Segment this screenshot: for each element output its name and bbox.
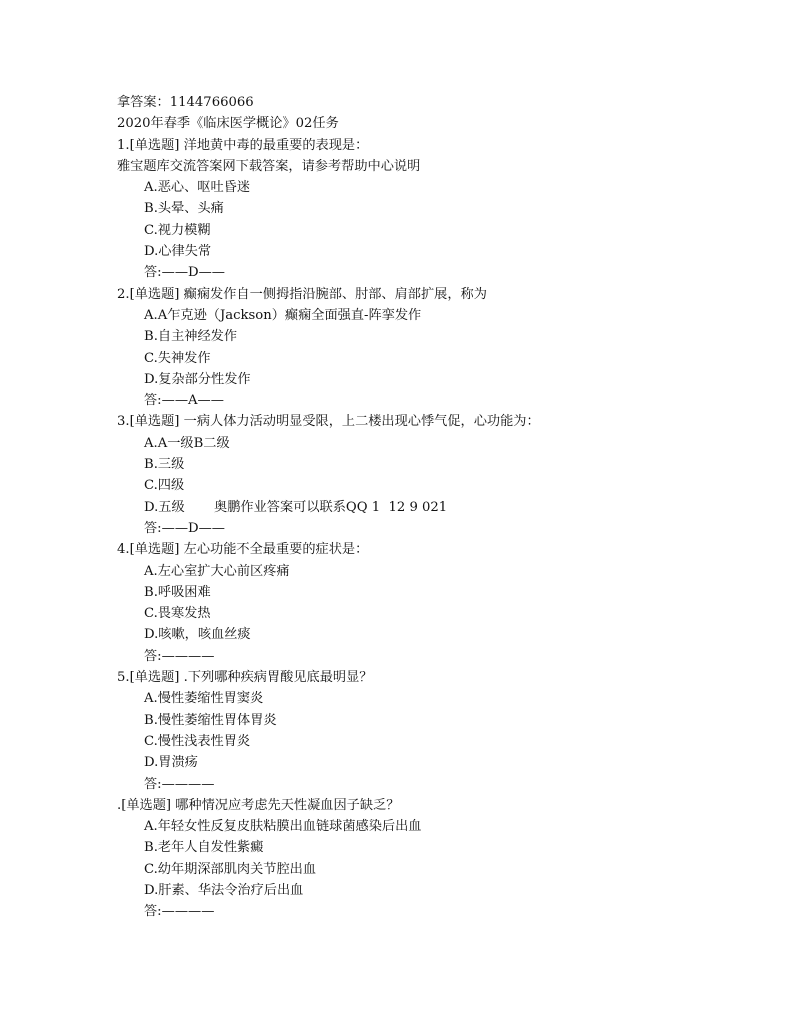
- question-stem: .[单选题] 哪种情况应考虑先天性凝血因子缺乏？: [117, 797, 400, 813]
- answer-contact-line: 拿答案：1144766066: [117, 95, 254, 110]
- answer-line: 答:——D——: [144, 520, 225, 536]
- option-d: D.咳嗽，咳血丝痰: [144, 627, 251, 643]
- option-a: A.慢性萎缩性胃窦炎: [144, 691, 264, 707]
- option-d: D.复杂部分性发作: [144, 371, 251, 387]
- option-d: D.五级 奥鹏作业答案可以联系QQ 1 12 9 021: [144, 499, 448, 515]
- option-b: B.呼吸困难: [144, 584, 211, 600]
- answer-line: 答:——D——: [144, 265, 225, 281]
- question-stem: 4.[单选题] 左心功能不全最重要的症状是：: [117, 542, 369, 558]
- answer-line: 答:————: [144, 776, 215, 792]
- option-c: C.失神发作: [144, 350, 211, 366]
- option-b: B.自主神经发作: [144, 329, 238, 345]
- option-a: A.左心室扩大心前区疼痛: [144, 563, 290, 579]
- option-a: A.A乍克逊（Jackson）癫痫全面强直-阵挛发作: [144, 307, 422, 323]
- question-stem: 5.[单选题] .下列哪种疾病胃酸见底最明显？: [117, 670, 373, 686]
- option-a: A.A一级B二级: [144, 435, 230, 451]
- option-a: A.年轻女性反复皮肤粘膜出血链球菌感染后出血: [144, 819, 422, 835]
- question-2: [117, 284, 757, 412]
- option-c: C.视力模糊: [144, 222, 211, 238]
- option-c: C.畏寒发热: [144, 606, 211, 622]
- option-c: C.慢性浅表性胃炎: [144, 733, 251, 749]
- document-body: [117, 92, 757, 923]
- option-d: D.胃溃疡: [144, 755, 198, 771]
- question-4: [117, 539, 757, 667]
- promo-note: 雅宝题库交流答案网下载答案，请参考帮助中心说明: [117, 158, 421, 174]
- answer-line: 答:————: [144, 904, 215, 920]
- question-6: [117, 795, 757, 923]
- question-5: [117, 667, 757, 795]
- question-stem: 1.[单选题] 洋地黄中毒的最重要的表现是：: [117, 137, 369, 153]
- option-d: D.肝素、华法令治疗后出血: [144, 882, 304, 898]
- question-1: [117, 135, 757, 284]
- question-stem: 3.[单选题] 一病人体力活动明显受限，上二楼出现心悸气促，心功能为：: [117, 414, 540, 430]
- question-stem: 2.[单选题] 癫痫发作自一侧拇指沿腕部、肘部、肩部扩展，称为: [117, 286, 487, 302]
- question-3: [117, 411, 757, 539]
- option-a: A.恶心、呕吐昏迷: [144, 180, 251, 196]
- answer-line: 答:————: [144, 648, 215, 664]
- document-title: 2020年春季《临床医学概论》02任务: [117, 116, 339, 132]
- option-b: B.慢性萎缩性胃体胃炎: [144, 712, 277, 728]
- option-d: D.心律失常: [144, 244, 212, 260]
- answer-line: 答:——A——: [144, 393, 224, 409]
- option-b: B.头晕、头痛: [144, 201, 224, 217]
- option-b: B.三级: [144, 457, 185, 473]
- option-b: B.老年人自发性紫癜: [144, 840, 264, 856]
- option-c: C.幼年期深部肌肉关节腔出血: [144, 861, 317, 877]
- option-c: C.四级: [144, 478, 185, 494]
